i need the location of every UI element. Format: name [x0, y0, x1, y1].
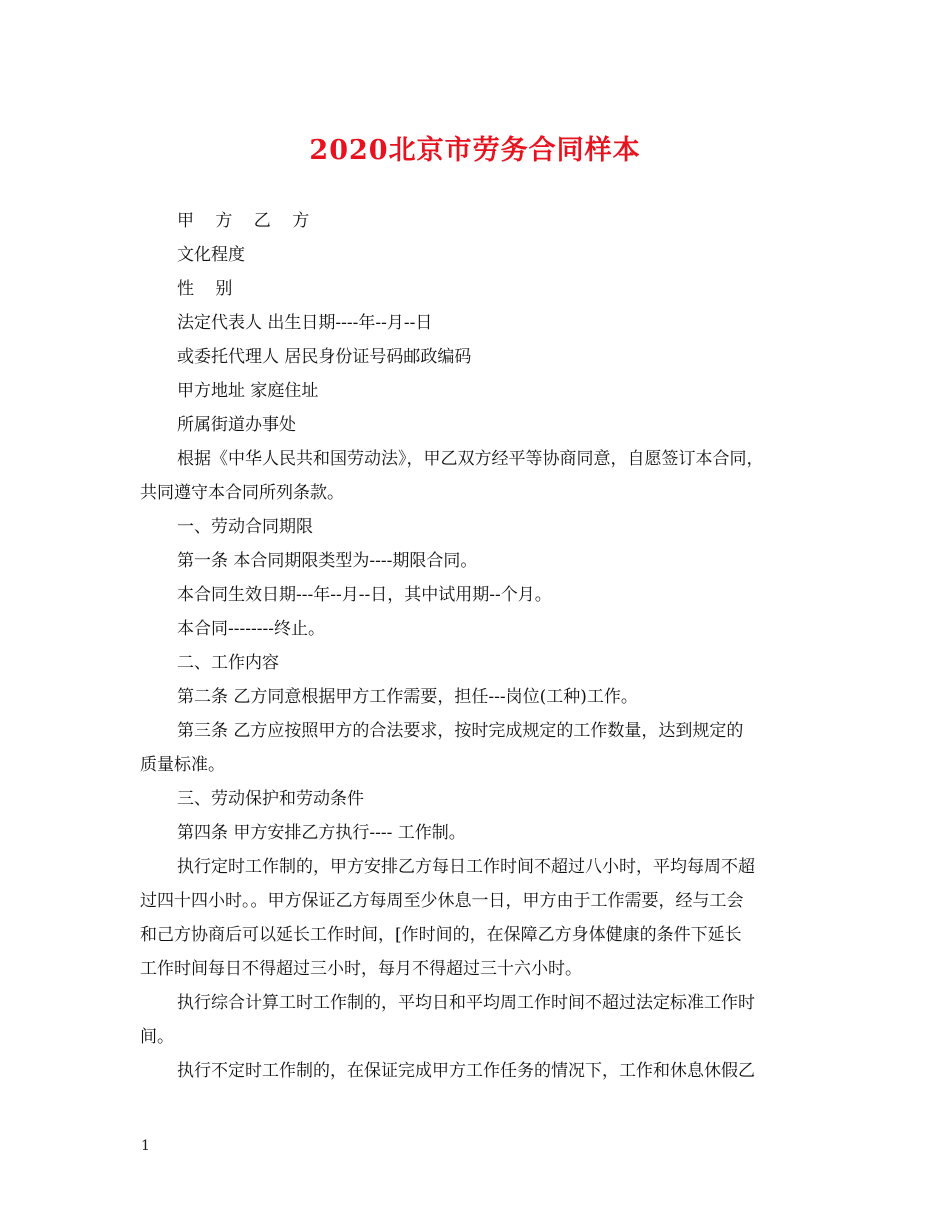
clause-line: 本合同生效日期---年--月--日，其中试用期--个月。	[177, 585, 552, 605]
clause-line: 第二条 乙方同意根据甲方工作需要，担任---岗位(工种)工作。	[177, 687, 638, 707]
education-line: 文化程度	[177, 245, 245, 265]
paragraph-line: 执行不定时工作制的，在保证完成甲方工作任务的情况下，工作和休息休假乙	[177, 1061, 755, 1081]
page-number: 1	[141, 1138, 150, 1154]
section-heading: 三、劳动保护和劳动条件	[177, 789, 364, 809]
legal-rep-line: 法定代表人 出生日期----年--月--日	[177, 313, 433, 333]
party-header-line: 甲 方 乙 方	[177, 211, 318, 231]
clause-line: 第四条 甲方安排乙方执行---- 工作制。	[177, 823, 466, 843]
clause-line: 本合同--------终止。	[177, 619, 325, 639]
clause-line: 质量标准。	[140, 755, 225, 775]
paragraph-line: 执行综合计算工时工作制的，平均日和平均周工作时间不超过法定标准工作时	[177, 993, 755, 1013]
paragraph-line: 共同遵守本合同所列条款。	[140, 483, 344, 503]
section-heading: 二、工作内容	[177, 653, 279, 673]
paragraph-line: 执行定时工作制的，甲方安排乙方每日工作时间不超过八小时，平均每周不超	[177, 857, 755, 877]
clause-line: 第三条 乙方应按照甲方的合法要求，按时完成规定的工作数量，达到规定的	[177, 721, 744, 741]
document-body	[140, 204, 810, 1088]
clause-line: 第一条 本合同期限类型为----期限合同。	[177, 551, 478, 571]
paragraph-line: 工作时间每日不得超过三小时，每月不得超过三十六小时。	[140, 959, 582, 979]
gender-line: 性 别	[177, 279, 241, 299]
paragraph-line: 间。	[140, 1027, 174, 1047]
document-title: 2020北京市劳务合同样本	[309, 135, 641, 166]
section-heading: 一、劳动合同期限	[177, 517, 313, 537]
subdistrict-line: 所属街道办事处	[177, 415, 296, 435]
paragraph-line: 和己方协商后可以延长工作时间，[作时间的，在保障乙方身体健康的条件下延长	[140, 925, 742, 945]
address-line: 甲方地址 家庭住址	[177, 381, 319, 401]
agent-line: 或委托代理人 居民身份证号码邮政编码	[177, 347, 472, 367]
paragraph-line: 根据《中华人民共和国劳动法》，甲乙双方经平等协商同意，自愿签订本合同，	[177, 449, 764, 469]
paragraph-line: 过四十四小时。。甲方保证乙方每周至少休息一日，甲方由于工作需要，经与工会	[140, 891, 744, 911]
